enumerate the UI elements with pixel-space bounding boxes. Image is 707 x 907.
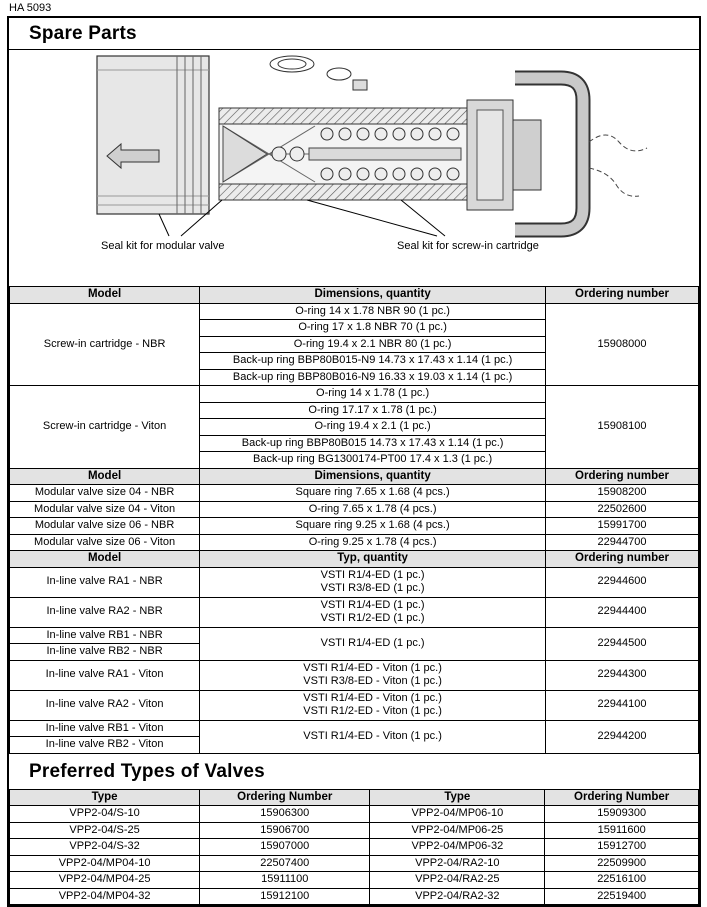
ordering-cell: 22944600 <box>546 567 699 597</box>
header-type: Type <box>10 789 200 806</box>
spare-header-row-c <box>10 551 699 568</box>
spare-header-row-a <box>10 287 699 304</box>
label-seal-kit-modular-valve: Seal kit for modular valve <box>101 240 225 252</box>
ordering-cell: 15906700 <box>200 822 370 839</box>
dimension-cell: O-ring 17.17 x 1.78 (1 pc.) <box>200 402 546 419</box>
table-row <box>10 855 699 872</box>
dimension-cell: O-ring 17 x 1.8 NBR 70 (1 pc.) <box>200 320 546 337</box>
type-cell: VPP2-04/S-32 <box>10 839 200 856</box>
dimension-cell: O-ring 14 x 1.78 (1 pc.) <box>200 386 546 403</box>
header-model: Model <box>10 551 200 568</box>
ordering-cell: 22516100 <box>545 872 699 889</box>
type-cell: VPP2-04/MP06-25 <box>370 822 545 839</box>
table-row <box>10 822 699 839</box>
spare-parts-table <box>9 286 699 754</box>
table-row <box>10 690 699 720</box>
model-cell: In-line valve RA2 - NBR <box>10 597 200 627</box>
doc-code: HA 5093 <box>9 2 52 14</box>
type-cell: VPP2-04/MP04-32 <box>10 888 200 905</box>
preferred-header-row <box>10 789 699 806</box>
type-cell: VPP2-04/MP04-25 <box>10 872 200 889</box>
model-cell: Modular valve size 06 - Viton <box>10 534 200 551</box>
model-cell: In-line valve RB2 - NBR <box>10 644 200 661</box>
table-row <box>10 534 699 551</box>
seal-rings <box>270 56 367 90</box>
header-model: Model <box>10 468 200 485</box>
type-cell: VPP2-04/MP06-10 <box>370 806 545 823</box>
header-dimensions: Dimensions, quantity <box>200 468 546 485</box>
ordering-cell: 15907000 <box>200 839 370 856</box>
ordering-cell: 15912100 <box>200 888 370 905</box>
type-cell <box>200 597 546 627</box>
ordering-cell: 22944500 <box>546 627 699 660</box>
dimension-cell: Square ring 9.25 x 1.68 (4 pcs.) <box>200 518 546 535</box>
model-cell: In-line valve RB1 - NBR <box>10 627 200 644</box>
dimension-cell: Back-up ring BBP80B016-N9 16.33 x 19.03 x 1.14 (1 pc.) <box>200 369 546 386</box>
model-cell: Modular valve size 04 - Viton <box>10 501 200 518</box>
type-cell: VPP2-04/MP06-32 <box>370 839 545 856</box>
type-cell <box>200 660 546 690</box>
type-cell <box>200 720 546 753</box>
ordering-cell: 22944700 <box>546 534 699 551</box>
model-cell: Screw-in cartridge - NBR <box>10 303 200 386</box>
type-cell: VPP2-04/RA2-10 <box>370 855 545 872</box>
dimension-cell: Back-up ring BG1300174-PT00 17.4 x 1.3 (1 pc.) <box>200 452 546 469</box>
header-ordering-number: Ordering Number <box>200 789 370 806</box>
ordering-cell: 15906300 <box>200 806 370 823</box>
table-row <box>10 303 699 320</box>
table-row <box>10 806 699 823</box>
table-row <box>10 660 699 690</box>
table-row <box>10 720 699 737</box>
spare-header-row-b <box>10 468 699 485</box>
type-cell: VPP2-04/RA2-32 <box>370 888 545 905</box>
header-dimensions: Dimensions, quantity <box>200 287 546 304</box>
type-cell <box>200 567 546 597</box>
table-row <box>10 567 699 597</box>
header-type: Type <box>370 789 545 806</box>
type-line: VSTI R1/4-ED - Viton (1 pc.) <box>303 729 442 742</box>
dashed-leads <box>589 135 647 196</box>
ordering-cell: 15911600 <box>545 822 699 839</box>
ordering-cell: 15912700 <box>545 839 699 856</box>
model-cell: In-line valve RB1 - Viton <box>10 720 200 737</box>
dimension-cell: O-ring 19.4 x 2.1 NBR 80 (1 pc.) <box>200 336 546 353</box>
table-row <box>10 518 699 535</box>
type-cell <box>200 627 546 660</box>
ordering-cell: 15908000 <box>546 303 699 386</box>
type-cell: VPP2-04/RA2-25 <box>370 872 545 889</box>
header-ordering-number: Ordering Number <box>545 789 699 806</box>
model-cell: Screw-in cartridge - Viton <box>10 386 200 469</box>
type-cell <box>200 690 546 720</box>
dimension-cell: O-ring 7.65 x 1.78 (4 pcs.) <box>200 501 546 518</box>
ordering-cell: 15908100 <box>546 386 699 469</box>
spare-parts-heading: Spare Parts <box>9 18 699 50</box>
dimension-cell: Back-up ring BBP80B015-N9 14.73 x 17.43 x 1.14 (1 pc.) <box>200 353 546 370</box>
ordering-cell: 22944100 <box>546 690 699 720</box>
model-cell: In-line valve RA1 - NBR <box>10 567 200 597</box>
datasheet-page <box>7 16 701 907</box>
type-line: VSTI R1/4-ED - Viton (1 pc.) <box>303 691 442 704</box>
type-cell: VPP2-04/MP04-10 <box>10 855 200 872</box>
ordering-cell: 22502600 <box>546 501 699 518</box>
type-line: VSTI R1/4-ED (1 pc.) <box>320 568 425 581</box>
dimension-cell: Square ring 7.65 x 1.68 (4 pcs.) <box>200 485 546 502</box>
type-line: VSTI R1/2-ED - Viton (1 pc.) <box>303 705 442 717</box>
type-cell: VPP2-04/S-10 <box>10 806 200 823</box>
ordering-cell: 15911100 <box>200 872 370 889</box>
adjustment-end <box>467 100 541 210</box>
model-cell: Modular valve size 06 - NBR <box>10 518 200 535</box>
model-cell: Modular valve size 04 - NBR <box>10 485 200 502</box>
ordering-cell: 15908200 <box>546 485 699 502</box>
ordering-cell: 22507400 <box>200 855 370 872</box>
dimension-cell: Back-up ring BBP80B015 14.73 x 17.43 x 1.14 (1 pc.) <box>200 435 546 452</box>
model-cell: In-line valve RA2 - Viton <box>10 690 200 720</box>
ordering-cell: 22519400 <box>545 888 699 905</box>
header-ordering-number: Ordering number <box>546 551 699 568</box>
table-row <box>10 386 699 403</box>
header-ordering-number: Ordering number <box>546 468 699 485</box>
type-cell: VPP2-04/S-25 <box>10 822 200 839</box>
dimension-cell: O-ring 19.4 x 2.1 (1 pc.) <box>200 419 546 436</box>
table-row <box>10 597 699 627</box>
preferred-types-table <box>9 789 699 906</box>
preferred-types-heading: Preferred Types of Valves <box>29 760 265 782</box>
screw-in-cartridge <box>219 108 467 200</box>
modular-valve-body <box>97 56 209 214</box>
valve-diagram-area <box>9 50 699 262</box>
type-line: VSTI R3/8-ED - Viton (1 pc.) <box>303 675 442 687</box>
type-line: VSTI R1/4-ED - Viton (1 pc.) <box>303 661 442 674</box>
type-line: VSTI R1/2-ED (1 pc.) <box>320 612 425 624</box>
ordering-cell: 22944400 <box>546 597 699 627</box>
type-line: VSTI R3/8-ED (1 pc.) <box>320 582 425 594</box>
valve-cross-section-diagram <box>9 50 699 242</box>
table-row <box>10 839 699 856</box>
type-line: VSTI R1/4-ED (1 pc.) <box>320 598 425 611</box>
table-row <box>10 872 699 889</box>
header-model: Model <box>10 287 200 304</box>
dimension-cell: O-ring 9.25 x 1.78 (4 pcs.) <box>200 534 546 551</box>
table-row <box>10 627 699 644</box>
ordering-cell: 15991700 <box>546 518 699 535</box>
ordering-cell: 15909300 <box>545 806 699 823</box>
ordering-cell: 22944300 <box>546 660 699 690</box>
model-cell: In-line valve RB2 - Viton <box>10 737 200 754</box>
header-typ-quantity: Typ, quantity <box>200 551 546 568</box>
ordering-cell: 22509900 <box>545 855 699 872</box>
table-row <box>10 485 699 502</box>
dimension-cell: O-ring 14 x 1.78 NBR 90 (1 pc.) <box>200 303 546 320</box>
table-row <box>10 888 699 905</box>
table-row <box>10 501 699 518</box>
label-seal-kit-screw-in-cartridge: Seal kit for screw-in cartridge <box>397 240 539 252</box>
type-line: VSTI R1/4-ED (1 pc.) <box>320 636 425 649</box>
ordering-cell: 22944200 <box>546 720 699 753</box>
model-cell: In-line valve RA1 - Viton <box>10 660 200 690</box>
header-ordering-number: Ordering number <box>546 287 699 304</box>
